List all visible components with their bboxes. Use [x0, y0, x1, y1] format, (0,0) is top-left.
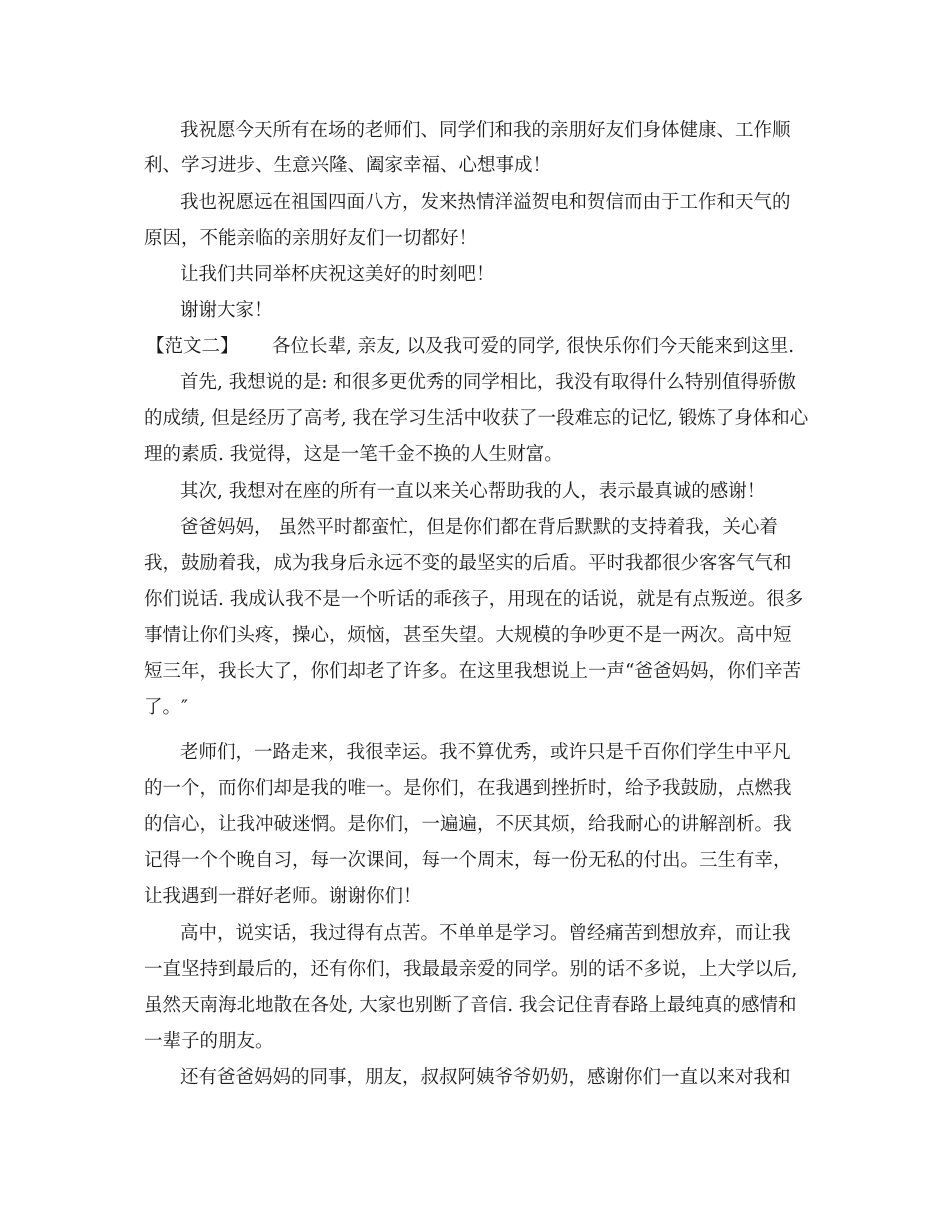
paragraph-line: 我，鼓励着我，成为我身后永远不变的最坚实的后盾。平时我都很少客客气气和	[144, 553, 792, 574]
paragraph-line: 首先, 我想说的是: 和很多更优秀的同学相比，我没有取得什么特别值得骄傲	[180, 372, 796, 393]
paragraph-line: 的一个，而你们却是我的唯一。是你们，在我遇到挫折时，给予我鼓励，点燃我	[144, 778, 792, 799]
paragraph-line: 短三年，我长大了，你们却老了许多。在这里我想说上一声“爸爸妈妈，你们辛苦	[144, 661, 801, 682]
paragraph-line: 爸爸妈妈， 虽然平时都蛮忙，但是你们都在背后默默的支持着我，关心着	[180, 517, 778, 538]
paragraph-line: 原因，不能亲临的亲朋好友们一切都好！	[144, 228, 478, 249]
paragraph-line: 一直坚持到最后的，还有你们，我最最亲爱的同学。别的话不多说，上大学以后,	[144, 959, 798, 980]
paragraph-line: 的信心，让我冲破迷惘。是你们，一遍遍，不厌其烦，给我耐心的讲解剖析。我	[144, 814, 792, 835]
paragraph-line: 你们说话. 我成认我不是一个听话的乖孩子，用现在的话说，就是有点叛逆。很多	[144, 589, 804, 610]
section-heading-tag: 【范文二】	[146, 336, 239, 357]
paragraph-line: 谢谢大家！	[180, 300, 273, 321]
paragraph-line: 理的素质. 我觉得，这是一笔千金不换的人生财富。	[144, 444, 563, 465]
paragraph-line: 事情让你们头疼，操心，烦恼，甚至失望。大规模的争吵更不是一两次。高中短	[144, 625, 792, 646]
paragraph-line: 一辈子的朋友。	[144, 1031, 274, 1052]
paragraph-line: 老师们，一路走来，我很幸运。我不算优秀，或许只是千百你们学生中平凡	[180, 742, 791, 763]
paragraph-line: 虽然天南海北地散在各处, 大家也别断了音信. 我会记住青春路上最纯真的感情和	[144, 995, 797, 1016]
paragraph-line: 我祝愿今天所有在场的老师们、同学们和我的亲朋好友们身体健康、工作顺	[180, 120, 791, 141]
paragraph-line: 还有爸爸妈妈的同事，朋友，叔叔阿姨爷爷奶奶，感谢你们一直以来对我和	[180, 1067, 791, 1088]
paragraph-line: 利、学习进步、生意兴隆、阖家幸福、心想事成！	[144, 155, 552, 176]
section-heading-text: 各位长辈, 亲友, 以及我可爱的同学, 很快乐你们今天能来到这里.	[272, 336, 795, 357]
paragraph-line: 记得一个个晚自习，每一次课间，每一个周末，每一份无私的付出。三生有幸，	[144, 850, 792, 871]
paragraph-line: 让我们共同举杯庆祝这美好的时刻吧！	[180, 264, 495, 285]
paragraph-line: 高中，说实话，我过得有点苦。不单单是学习。曾经痛苦到想放弃，而让我	[180, 923, 791, 944]
paragraph-line: 让我遇到一群好老师。谢谢你们！	[144, 886, 422, 907]
paragraph-line: 的成绩, 但是经历了高考, 我在学习生活中收获了一段难忘的记忆, 锻炼了身体和心	[144, 408, 809, 429]
paragraph-line: 我也祝愿远在祖国四面八方，发来热情洋溢贺电和贺信而由于工作和天气的	[180, 192, 791, 213]
paragraph-line: 了。″	[144, 697, 188, 718]
paragraph-line: 其次, 我想对在座的所有一直以来关心帮助我的人，表示最真诚的感谢！	[180, 481, 766, 502]
